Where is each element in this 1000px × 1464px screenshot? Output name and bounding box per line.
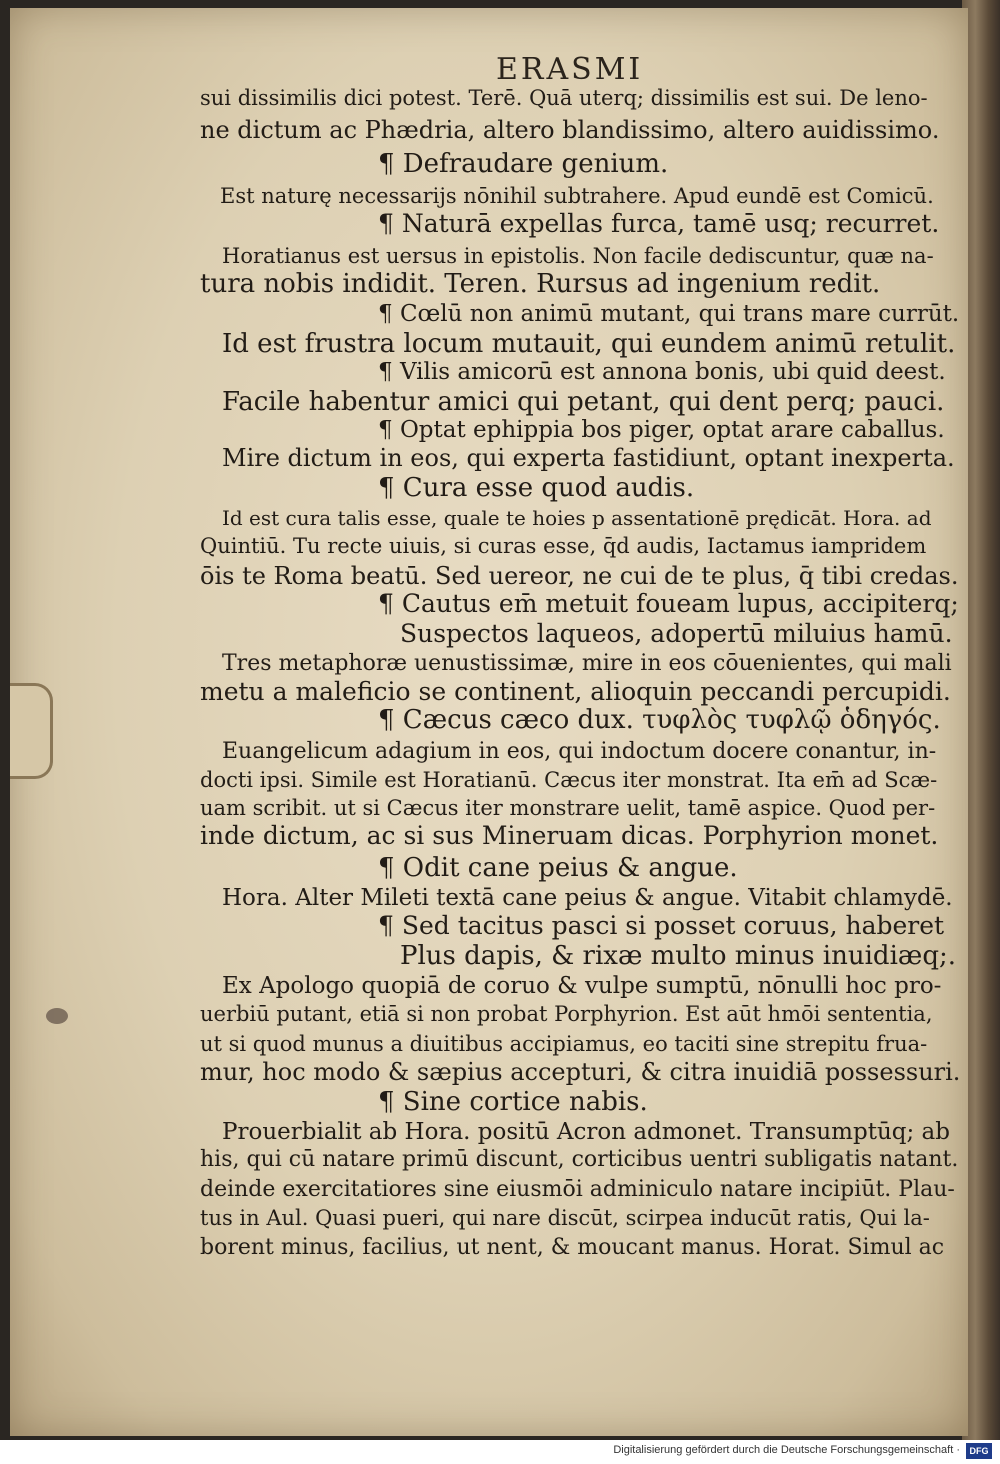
text-line: tura nobis indidit. Teren. Rursus ad ingenium redit. bbox=[200, 269, 881, 299]
text-line: ut si quod munus a diuitibus accipiamus, eo taciti sine strepitu frua- bbox=[200, 1032, 928, 1056]
text-line: uam scribit. ut si Cæcus iter monstrare uelit, tamē aspice. Quod per- bbox=[200, 796, 936, 820]
text-line: Id est cura talis esse, quale te hoies p assentationē prędicāt. Hora. ad bbox=[222, 506, 932, 530]
text-line: Ex Apologo quopiā de coruo & vulpe sumptū, nōnulli hoc pro- bbox=[222, 973, 942, 999]
text-line: sui dissimilis dici potest. Terē. Quā uterq; dissimilis est sui. De leno- bbox=[200, 86, 928, 110]
text-line: deinde exercitatiores sine eiusmōi adminiculo natare incipiūt. Plau- bbox=[200, 1177, 955, 1202]
book-page bbox=[10, 8, 968, 1436]
text-line: borent minus, facilius, ut nent, & moucant manus. Horat. Simul ac bbox=[200, 1235, 945, 1260]
text-line: Euangelicum adagium in eos, qui indoctum docere conantur, in- bbox=[222, 739, 937, 764]
text-line: ¶ Cura esse quod audis. bbox=[378, 473, 695, 503]
text-line: Mire dictum in eos, qui experta fastidiunt, optant inexperta. bbox=[222, 444, 955, 472]
dfg-logo-icon: DFG bbox=[966, 1443, 992, 1459]
text-line: Plus dapis, & rixæ multo minus inuidiæq;. bbox=[400, 941, 956, 971]
text-line: Hora. Alter Mileti textā cane peius & angue. Vitabit chlamydē. bbox=[222, 885, 953, 911]
text-line: Facile habentur amici qui petant, qui dent perq; pauci. bbox=[222, 387, 945, 417]
text-line: mur, hoc modo & sæpius accepturi, & citra inuidiā possessuri. bbox=[200, 1058, 961, 1086]
text-line: Horatianus est uersus in epistolis. Non facile dediscuntur, quæ na- bbox=[222, 244, 934, 268]
text-line: tus in Aul. Quasi pueri, qui nare discūt, scirpea inducūt ratis, Qui la- bbox=[200, 1206, 930, 1230]
text-line: docti ipsi. Simile est Horatianū. Cæcus iter monstrat. Ita em̄ ad Scæ- bbox=[200, 768, 938, 792]
text-line: ¶ Cæcus cæco dux. τυφλὸς τυφλῷ ὁδηγός. bbox=[378, 705, 941, 735]
text-line: ¶ Vilis amicorū est annona bonis, ubi quid deest. bbox=[378, 359, 946, 385]
text-line: ne dictum ac Phædria, altero blandissimo, altero auidissimo. bbox=[200, 116, 940, 144]
ink-stain bbox=[46, 1008, 68, 1024]
page-tab bbox=[10, 683, 53, 779]
dfg-credit: Digitalisierung gefördert durch die Deutsche Forschungsgemeinschaft · bbox=[613, 1444, 960, 1456]
text-line: Tres metaphoræ uenustissimæ, mire in eos cōuenientes, qui mali bbox=[222, 651, 952, 676]
text-line: Suspectos laqueos, adopertū miluius hamū. bbox=[400, 619, 953, 648]
running-header: ERASMI bbox=[496, 52, 644, 87]
text-line: ¶ Optat ephippia bos piger, optat arare caballus. bbox=[378, 417, 945, 443]
text-line: Id est frustra locum mutauit, qui eundem animū retulit. bbox=[222, 329, 956, 359]
text-line: Quintiū. Tu recte uiuis, si curas esse, q̄d audis, Iactamus iampridem bbox=[200, 534, 927, 558]
text-line: ¶ Odit cane peius & angue. bbox=[378, 853, 738, 883]
text-line: ōis te Roma beatū. Sed uereor, ne cui de te plus, q̄ tibi credas. bbox=[200, 562, 959, 590]
text-line: uerbiū putant, etiā si non probat Porphyrion. Est aūt hmōi sententia, bbox=[200, 1002, 933, 1026]
footer-bar bbox=[0, 1440, 1000, 1464]
text-line: his, qui cū natare primū discunt, corticibus uentri subligatis natant. bbox=[200, 1147, 959, 1172]
text-line: Prouerbialit ab Hora. positū Acron admonet. Transumptūq; ab bbox=[222, 1119, 950, 1145]
text-line: ¶ Cautus em̄ metuit foueam lupus, accipiterq; bbox=[378, 589, 959, 618]
text-line: ¶ Sed tacitus pasci si posset coruus, haberet bbox=[378, 911, 945, 940]
text-line: ¶ Naturā expellas furca, tamē usq; recurret. bbox=[378, 209, 940, 238]
text-line: ¶ Defraudare genium. bbox=[378, 149, 669, 179]
text-line: Est naturę necessarijs nōnihil subtrahere. Apud eundē est Comicū. bbox=[220, 184, 934, 208]
text-line: metu a maleficio se continent, alioquin peccandi percupidi. bbox=[200, 677, 951, 706]
text-line: inde dictum, ac si sus Mineruam dicas. Porphyrion monet. bbox=[200, 821, 939, 850]
text-line: ¶ Sine cortice nabis. bbox=[378, 1087, 648, 1117]
text-line: ¶ Cœlū non animū mutant, qui trans mare currūt. bbox=[378, 301, 960, 327]
